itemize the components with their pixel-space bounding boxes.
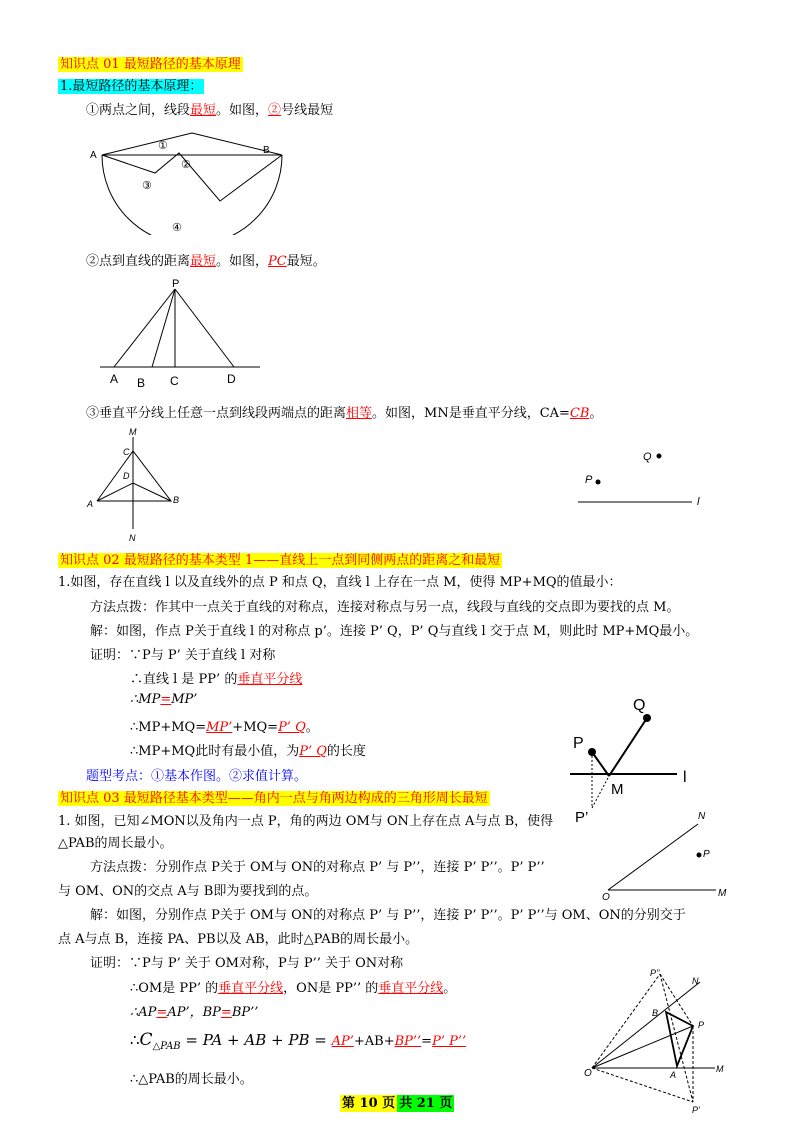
proof-2-line5: ∴MP+MQ此时有最小值，为P’ Q的长度 (130, 744, 366, 759)
label-N: N (692, 976, 699, 986)
proof-2-line1: 证明：∵P与 P’ 关于直线 l 对称 (90, 648, 276, 663)
label-M: M (716, 1064, 724, 1074)
label-P-prime: P’ (575, 809, 589, 825)
proof-3-line2: ∴OM是 PP’ 的垂直平分线，ON是 PP’’ 的垂直平分线。 (130, 981, 457, 996)
proof-2-line4: ∴MP+MQ=MP’+MQ=P’ Q。 (130, 720, 319, 735)
label-D: D (227, 372, 236, 386)
label-3: ③ (142, 180, 152, 192)
label-4: ④ (172, 222, 182, 234)
label-B: B (173, 495, 180, 505)
label-A: A (670, 1070, 677, 1080)
label-O: O (602, 892, 610, 903)
method-2: 方法点拨：作其中一点关于直线的对称点，连接对称点与另一点，线段与直线的交点即为要找的点 M。 (90, 600, 680, 615)
principle-2: ②点到直线的距离最短。如图，PC最短。 (86, 254, 326, 269)
proof-2-line2: ∴直线 l 是 PP’ 的垂直平分线 (130, 672, 303, 687)
principle-1: ①两点之间，线段最短。如图，②号线最短 (86, 103, 334, 118)
label-Q: Q (643, 451, 652, 463)
figure-perpendicular-bisector (85, 425, 195, 545)
figure-triangle-reflection (580, 962, 730, 1117)
exam-points-2: 题型考点：①基本作图。②求值计算。 (86, 769, 308, 784)
method-3-line2: 与 OM、ON的交点 A与 B即为要找到的点。 (58, 884, 318, 899)
principle-3: ③垂直平分线上任意一点到线段两端点的距离相等。如图，MN是垂直平分线，CA=CB。 (86, 406, 603, 421)
figure-points-and-line (575, 445, 715, 515)
label-O: O (584, 1068, 592, 1079)
page-total: 21 (416, 1096, 435, 1111)
label-P: P (698, 1020, 705, 1030)
label-M: M (129, 427, 137, 437)
proof-3-line1: 证明：∵P与 P’ 关于 OM对称，P与 P’’ 关于 ON对称 (90, 956, 404, 971)
label-P: P (585, 474, 593, 486)
label-C: C (123, 447, 130, 457)
label-B: B (137, 376, 146, 390)
label-C: C (170, 374, 179, 388)
section-title-3: 知识点 03 最短路径基本类型——角内一点与角两边构成的三角形周长最短 (60, 791, 488, 806)
solution-2: 解：如图，作点 P关于直线 l 的对称点 p’。连接 P’ Q，P’ Q与直线 l 交于点 M，则此时 MP+MQ最小。 (90, 624, 699, 639)
figure-angle-point (598, 808, 738, 903)
question-3-line2: △PAB的周长最小。 (58, 836, 173, 851)
label-A: A (110, 372, 119, 386)
page-number: 10 (359, 1096, 378, 1111)
label-D: D (123, 471, 130, 481)
figure-reflection-line (565, 690, 705, 825)
solution-3-line1: 解：如图，分别作点 P关于 OM与 ON的对称点 P’ 与 P’’，连接 P’ P’’。P’ P’’与 OM、ON的分别交于 (90, 908, 686, 923)
label-A: A (90, 150, 97, 161)
subheading-1: 1.最短路径的基本原理： (60, 79, 203, 94)
label-P: P (172, 278, 180, 290)
proof-3-line4: $\therefore C_{\triangle PAB}$ = PA + AB + PB = AP’+AB+BP’’=P’ P’’ (130, 1030, 467, 1052)
label-P-prime: P’ (692, 1105, 701, 1115)
section-title-1: 知识点 01 最短路径的基本原理 (60, 57, 241, 72)
proof-3-line3: ∴AP=AP’，BP=BP’’ (130, 1005, 259, 1020)
label-M: M (611, 781, 624, 798)
page-footer: 第 10 页 共 21 页 (342, 1096, 453, 1111)
label-2: ② (181, 159, 191, 171)
proof-3-line5: ∴△PAB的周长最小。 (130, 1072, 253, 1087)
figure-point-to-line (100, 275, 270, 390)
label-B: B (263, 145, 270, 156)
label-Q: Q (633, 697, 646, 714)
label-A: A (87, 499, 94, 509)
label-B: B (652, 1008, 659, 1018)
label-1: ① (158, 140, 168, 152)
label-l: l (683, 769, 687, 786)
label-l: l (697, 496, 700, 508)
label-M: M (718, 888, 727, 899)
label-P: P (703, 849, 710, 860)
solution-3-line2: 点 A与点 B，连接 PA、PB以及 AB，此时△PAB的周长最小。 (58, 932, 419, 947)
label-N: N (698, 811, 706, 822)
question-3-line1: 1. 如图，已知∠MON以及角内一点 P，角的两边 OM与 ON上存在点 A与点 B，使得 (58, 814, 554, 829)
figure-semicircle-paths (85, 125, 285, 235)
section-title-2: 知识点 02 最短路径的基本类型 1——直线上一点到同侧两点的距离之和最短 (60, 553, 501, 568)
label-N: N (129, 533, 136, 543)
method-3-line1: 方法点拨：分别作点 P关于 OM与 ON的对称点 P’ 与 P’’，连接 P’ P’’。P’ P’’ (90, 860, 545, 875)
label-P-double-prime: P’’ (650, 968, 660, 978)
label-P: P (573, 735, 584, 752)
question-2: 1.如图，存在直线 l 以及直线外的点 P 和点 Q，直线 l 上存在一点 M，使得 MP+MQ的值最小： (58, 575, 622, 590)
proof-2-line3: ∴MP=MP’ (130, 692, 198, 707)
